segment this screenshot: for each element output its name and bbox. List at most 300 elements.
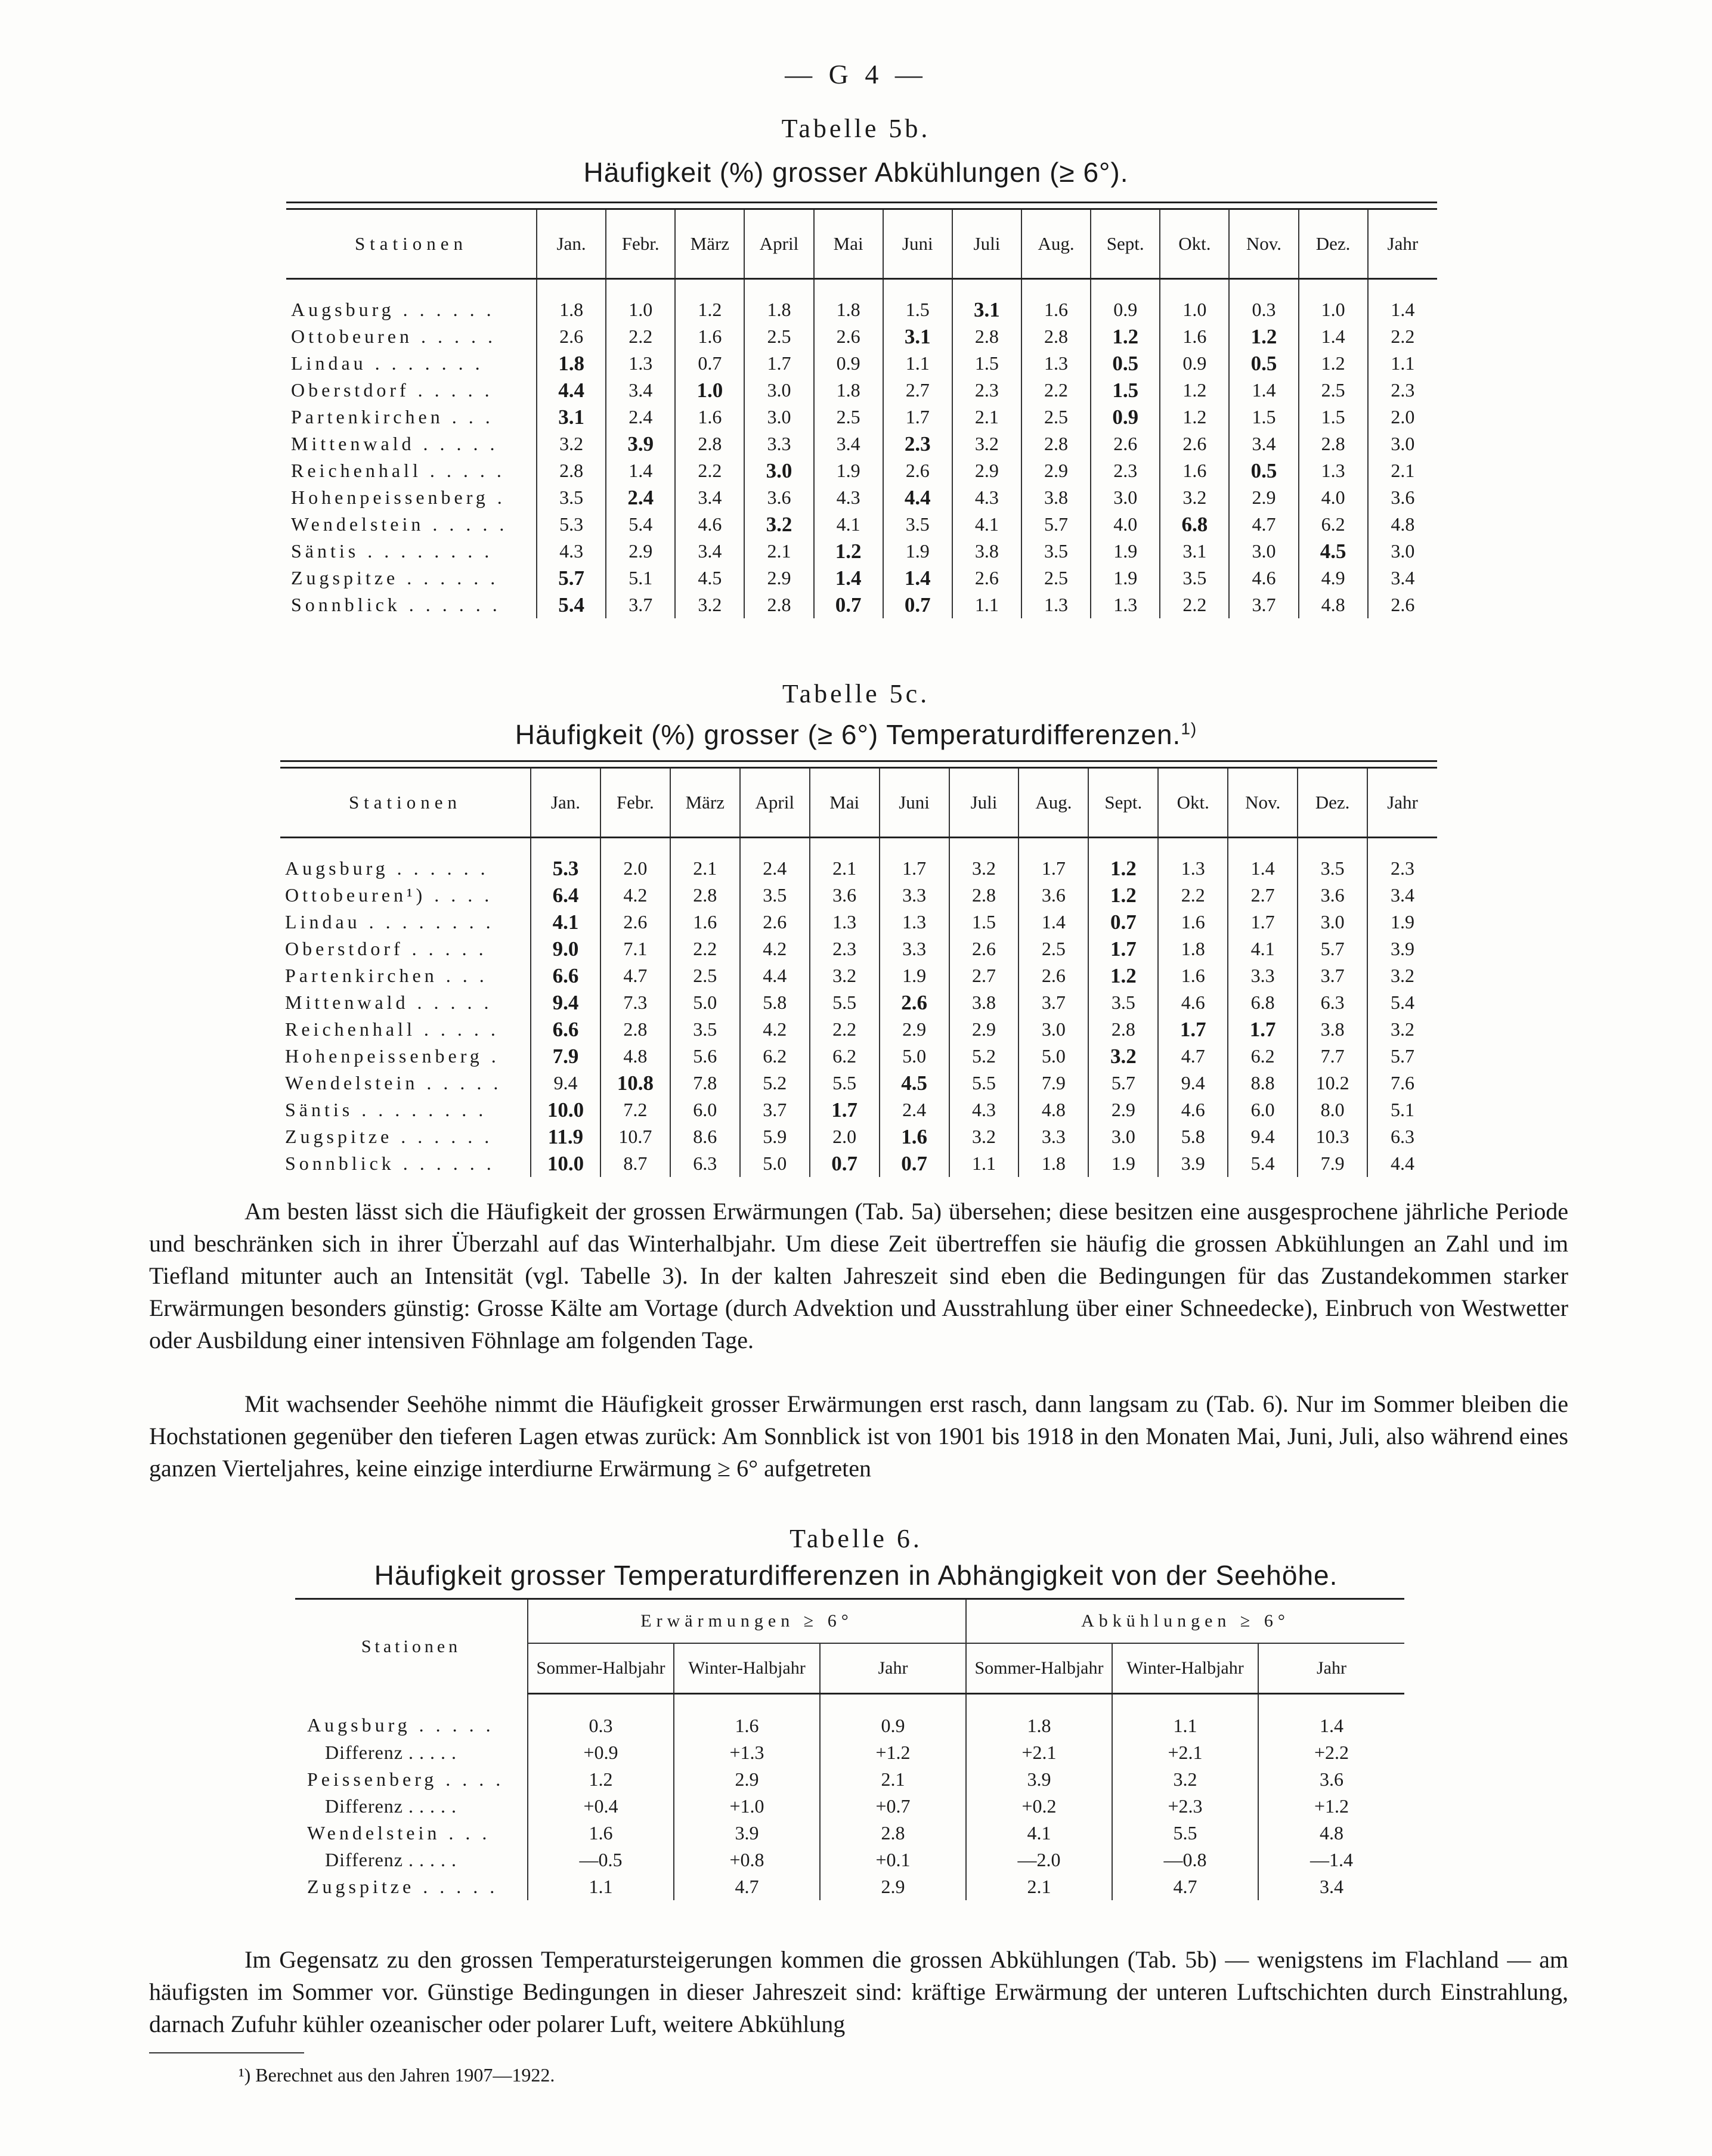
table-5c-title-note: 1) bbox=[1181, 719, 1197, 738]
table-cell: 1.1 bbox=[883, 350, 952, 377]
table-cell: 3.1 bbox=[537, 404, 606, 430]
table-cell: 2.2 bbox=[606, 323, 675, 350]
table-cell: 10.0 bbox=[531, 1150, 600, 1177]
table-cell: 7.8 bbox=[670, 1070, 740, 1096]
table-cell: 3.2 bbox=[675, 591, 744, 618]
table-cell: 3.4 bbox=[675, 538, 744, 565]
table-cell: 4.6 bbox=[675, 511, 744, 538]
table-row bbox=[280, 1150, 1437, 1177]
table-cell: 3.8 bbox=[1298, 1016, 1367, 1043]
table-cell: 4.8 bbox=[1018, 1096, 1088, 1123]
table-cell: 1.2 bbox=[1160, 404, 1229, 430]
table-cell: 3.1 bbox=[883, 323, 952, 350]
table-cell: 1.2 bbox=[1091, 323, 1160, 350]
table-cell: 1.9 bbox=[1367, 909, 1437, 935]
table-cell: —0.8 bbox=[1112, 1847, 1258, 1873]
table-cell: 1.9 bbox=[880, 962, 949, 989]
table-cell: 1.6 bbox=[1160, 457, 1229, 484]
table-cell: 2.9 bbox=[606, 538, 675, 565]
column-header: Mai bbox=[814, 210, 883, 279]
table-row bbox=[280, 1123, 1437, 1150]
table-row bbox=[286, 430, 1437, 457]
table-cell: 2.6 bbox=[814, 323, 883, 350]
table-cell: 3.1 bbox=[952, 279, 1021, 324]
table-cell: 10.3 bbox=[1298, 1123, 1367, 1150]
table-cell: 1.1 bbox=[1368, 350, 1437, 377]
table-cell: 3.3 bbox=[880, 882, 949, 909]
table-cell: 0.9 bbox=[1160, 350, 1229, 377]
table-cell: 5.0 bbox=[1018, 1043, 1088, 1070]
station-name: Lindau . . . . . . . . bbox=[285, 911, 494, 933]
table-cell: 3.2 bbox=[1367, 1016, 1437, 1043]
table-cell: 1.4 bbox=[1258, 1694, 1404, 1740]
table-cell: 2.9 bbox=[952, 457, 1021, 484]
table-cell: 1.9 bbox=[1091, 538, 1160, 565]
table-cell: 2.4 bbox=[606, 484, 675, 511]
table-cell: 5.5 bbox=[1112, 1820, 1258, 1847]
table-cell: +0.1 bbox=[820, 1847, 966, 1873]
table-cell: 4.5 bbox=[1299, 538, 1368, 565]
table-cell: 4.2 bbox=[600, 882, 670, 909]
difference-label: Differenz . . . . . bbox=[325, 1849, 457, 1870]
column-header: Juli bbox=[952, 210, 1021, 279]
table-cell: 2.2 bbox=[675, 457, 744, 484]
table-cell: 1.7 bbox=[883, 404, 952, 430]
station-name: Peissenberg . . . . bbox=[307, 1768, 504, 1790]
station-name: Wendelstein . . . . . bbox=[285, 1072, 502, 1094]
table-cell: 2.2 bbox=[1368, 323, 1437, 350]
table-cell: 1.6 bbox=[528, 1820, 674, 1847]
column-header: Mai bbox=[810, 769, 880, 838]
table-cell: 2.3 bbox=[810, 935, 880, 962]
subcolumn-header: Winter-Halbjahr bbox=[674, 1643, 820, 1694]
table-cell: 3.9 bbox=[674, 1820, 820, 1847]
table-cell: 3.6 bbox=[810, 882, 880, 909]
table-6-group-cooling: Abkühlungen ≥ 6° bbox=[966, 1600, 1404, 1643]
table-cell: 4.3 bbox=[814, 484, 883, 511]
table-row bbox=[286, 404, 1437, 430]
table-cell: 3.5 bbox=[1160, 565, 1229, 591]
table-cell: 3.4 bbox=[1367, 882, 1437, 909]
table-cell: +0.9 bbox=[528, 1739, 674, 1766]
subcolumn-header: Jahr bbox=[1258, 1643, 1404, 1694]
table-cell: 1.6 bbox=[674, 1694, 820, 1740]
table-cell: 0.7 bbox=[810, 1150, 880, 1177]
column-header: Aug. bbox=[1018, 769, 1088, 838]
table-cell: 3.2 bbox=[1367, 962, 1437, 989]
station-name: Ottobeuren¹) . . . . bbox=[285, 884, 493, 906]
table-cell: 5.8 bbox=[740, 989, 810, 1016]
table-cell: 3.3 bbox=[1018, 1123, 1088, 1150]
table-cell: 3.0 bbox=[1368, 538, 1437, 565]
table-cell: 1.1 bbox=[1112, 1694, 1258, 1740]
table-cell: 2.7 bbox=[1228, 882, 1298, 909]
subcolumn-header: Sommer-Halbjahr bbox=[966, 1643, 1112, 1694]
table-cell: 3.6 bbox=[1298, 882, 1367, 909]
table-cell: 3.2 bbox=[537, 430, 606, 457]
table-5b bbox=[286, 202, 1437, 618]
table-cell: 2.4 bbox=[740, 838, 810, 882]
station-name: Zugspitze . . . . . bbox=[307, 1876, 499, 1897]
table-row bbox=[280, 838, 1437, 882]
station-name: Partenkirchen . . . bbox=[285, 965, 488, 986]
table-cell: 2.2 bbox=[810, 1016, 880, 1043]
paragraph-2-text: Mit wachsender Seehöhe nimmt die Häufigkeit grosser Erwärmungen erst rasch, dann langsam zu (Tab. 6). Nur im Sommer bleiben die Hochstationen gegenüber den tieferen Lagen etwas zurück: Am Sonnblick ist von 1901 bis 1918 in den Monaten Mai, Juni, Juli, also während eines ganzen Vierteljahres, keine einzige interdiurne Erwärmung ≥ 6° aufgetreten bbox=[149, 1390, 1568, 1482]
table-cell: 3.0 bbox=[1368, 430, 1437, 457]
table-cell: 6.0 bbox=[670, 1096, 740, 1123]
table-cell: 3.4 bbox=[675, 484, 744, 511]
table-cell: 1.8 bbox=[537, 279, 606, 324]
table-cell: 7.9 bbox=[1298, 1150, 1367, 1177]
table-cell: 0.5 bbox=[1229, 350, 1298, 377]
column-header: Dez. bbox=[1299, 210, 1368, 279]
table-cell: 4.0 bbox=[1091, 511, 1160, 538]
table-cell: 1.9 bbox=[883, 538, 952, 565]
table-cell: 3.3 bbox=[1228, 962, 1298, 989]
table-cell: 2.7 bbox=[883, 377, 952, 404]
paragraph-2 bbox=[149, 1388, 1568, 1485]
table-cell: 5.3 bbox=[537, 511, 606, 538]
table-cell: 6.6 bbox=[531, 1016, 600, 1043]
table-cell: 1.7 bbox=[1228, 909, 1298, 935]
table-cell: 2.6 bbox=[1160, 430, 1229, 457]
table-cell: 1.3 bbox=[810, 909, 880, 935]
table-cell: 5.9 bbox=[740, 1123, 810, 1150]
column-header: Jan. bbox=[531, 769, 600, 838]
table-cell: 2.4 bbox=[606, 404, 675, 430]
table-5c-top-rule bbox=[280, 760, 1437, 769]
table-cell: 1.4 bbox=[1229, 377, 1298, 404]
table-cell: 2.0 bbox=[1368, 404, 1437, 430]
table-cell: 4.3 bbox=[949, 1096, 1019, 1123]
table-cell: 8.8 bbox=[1228, 1070, 1298, 1096]
table-cell: 2.3 bbox=[883, 430, 952, 457]
table-cell: 2.1 bbox=[670, 838, 740, 882]
table-cell: 1.4 bbox=[1228, 838, 1298, 882]
table-cell: 3.3 bbox=[744, 430, 813, 457]
column-header: Aug. bbox=[1021, 210, 1091, 279]
table-cell: 2.8 bbox=[600, 1016, 670, 1043]
table-row bbox=[286, 377, 1437, 404]
table-cell: 4.3 bbox=[952, 484, 1021, 511]
table-cell: 3.7 bbox=[1018, 989, 1088, 1016]
column-header: Nov. bbox=[1228, 769, 1298, 838]
table-row bbox=[280, 1070, 1437, 1096]
table-cell: 3.7 bbox=[1298, 962, 1367, 989]
table-cell: 2.1 bbox=[952, 404, 1021, 430]
station-name: Oberstdorf . . . . . bbox=[285, 938, 487, 959]
table-cell: 4.1 bbox=[814, 511, 883, 538]
column-header: März bbox=[675, 210, 744, 279]
table-cell: 0.7 bbox=[814, 591, 883, 618]
table-5c-caption: Tabelle 5c. bbox=[782, 679, 930, 708]
table-cell: 2.6 bbox=[1018, 962, 1088, 989]
table-cell: +1.2 bbox=[1258, 1793, 1404, 1820]
table-cell: 5.7 bbox=[537, 565, 606, 591]
station-name: Säntis . . . . . . . . bbox=[291, 540, 493, 562]
table-cell: 3.0 bbox=[1018, 1016, 1088, 1043]
table-cell: 4.7 bbox=[1229, 511, 1298, 538]
table-cell: 1.4 bbox=[1299, 323, 1368, 350]
table-cell: 2.1 bbox=[1368, 457, 1437, 484]
table-cell: 5.0 bbox=[740, 1150, 810, 1177]
table-cell: 2.7 bbox=[949, 962, 1019, 989]
table-cell: 4.6 bbox=[1158, 1096, 1228, 1123]
page-number: — G 4 — bbox=[785, 59, 927, 89]
table-cell: 2.6 bbox=[600, 909, 670, 935]
table-cell: 6.0 bbox=[1228, 1096, 1298, 1123]
table-cell: 5.6 bbox=[670, 1043, 740, 1070]
table-cell: 1.6 bbox=[1158, 909, 1228, 935]
table-row bbox=[286, 511, 1437, 538]
station-column-header: Stationen bbox=[280, 769, 531, 838]
station-name: Augsburg . . . . . . bbox=[285, 857, 489, 879]
column-header: Jahr bbox=[1368, 210, 1437, 279]
table-row bbox=[286, 279, 1437, 324]
table-row bbox=[280, 1096, 1437, 1123]
column-header: Dez. bbox=[1298, 769, 1367, 838]
station-name: Ottobeuren . . . . . bbox=[291, 326, 496, 347]
table-cell: 9.4 bbox=[531, 989, 600, 1016]
table-cell: 1.5 bbox=[883, 279, 952, 324]
table-cell: 4.9 bbox=[1299, 565, 1368, 591]
table-cell: 3.7 bbox=[1229, 591, 1298, 618]
table-cell: 5.4 bbox=[537, 591, 606, 618]
table-cell: +1.3 bbox=[674, 1739, 820, 1766]
table-cell: 5.2 bbox=[949, 1043, 1019, 1070]
table-cell: 3.0 bbox=[1229, 538, 1298, 565]
table-cell: 3.2 bbox=[1088, 1043, 1158, 1070]
table-cell: 4.7 bbox=[674, 1873, 820, 1900]
table-cell: 3.0 bbox=[744, 377, 813, 404]
column-header: Nov. bbox=[1229, 210, 1298, 279]
table-cell: 7.2 bbox=[600, 1096, 670, 1123]
table-cell: 1.8 bbox=[744, 279, 813, 324]
table-cell: 3.2 bbox=[1160, 484, 1229, 511]
table-cell: 1.3 bbox=[1158, 838, 1228, 882]
table-cell: 1.7 bbox=[744, 350, 813, 377]
table-cell: 1.2 bbox=[675, 279, 744, 324]
table-cell: 2.2 bbox=[670, 935, 740, 962]
table-cell: 3.8 bbox=[952, 538, 1021, 565]
table-cell: 3.9 bbox=[1367, 935, 1437, 962]
table-row bbox=[280, 1016, 1437, 1043]
table-cell: 4.6 bbox=[1158, 989, 1228, 1016]
table-cell: 0.5 bbox=[1229, 457, 1298, 484]
table-cell: 3.5 bbox=[740, 882, 810, 909]
table-cell: 7.1 bbox=[600, 935, 670, 962]
column-header: Sept. bbox=[1091, 210, 1160, 279]
table-cell: 5.7 bbox=[1298, 935, 1367, 962]
table-cell: 4.4 bbox=[1367, 1150, 1437, 1177]
table-cell: 6.8 bbox=[1160, 511, 1229, 538]
table-cell: 2.5 bbox=[1299, 377, 1368, 404]
table-cell: 8.0 bbox=[1298, 1096, 1367, 1123]
table-row bbox=[295, 1694, 1404, 1740]
station-name: Reichenhall . . . . . bbox=[291, 460, 505, 481]
table-cell: 1.2 bbox=[1088, 962, 1158, 989]
station-name: Sonnblick . . . . . . bbox=[291, 594, 501, 615]
table-cell: 1.3 bbox=[880, 909, 949, 935]
table-cell: 0.7 bbox=[880, 1150, 949, 1177]
table-cell: 7.3 bbox=[600, 989, 670, 1016]
table-cell: 5.1 bbox=[606, 565, 675, 591]
table-cell: 3.8 bbox=[949, 989, 1019, 1016]
table-cell: 4.1 bbox=[966, 1820, 1112, 1847]
table-cell: 4.6 bbox=[1229, 565, 1298, 591]
table-cell: 2.6 bbox=[1091, 430, 1160, 457]
table-row bbox=[280, 935, 1437, 962]
table-5b-grid bbox=[286, 210, 1437, 618]
table-cell: 2.2 bbox=[1021, 377, 1091, 404]
table-cell: 1.6 bbox=[1158, 962, 1228, 989]
column-header: Jahr bbox=[1367, 769, 1437, 838]
table-cell: 6.2 bbox=[810, 1043, 880, 1070]
table-cell: 4.8 bbox=[1368, 511, 1437, 538]
subcolumn-header: Winter-Halbjahr bbox=[1112, 1643, 1258, 1694]
table-5b-caption: Tabelle 5b. bbox=[781, 114, 931, 143]
table-cell: 2.8 bbox=[1088, 1016, 1158, 1043]
table-cell: 1.7 bbox=[1018, 838, 1088, 882]
table-cell: 2.6 bbox=[883, 457, 952, 484]
table-cell: 9.0 bbox=[531, 935, 600, 962]
station-name: Sonnblick . . . . . . bbox=[285, 1153, 495, 1174]
table-cell: 2.1 bbox=[744, 538, 813, 565]
table-cell: 7.9 bbox=[1018, 1070, 1088, 1096]
table-cell: 3.6 bbox=[744, 484, 813, 511]
station-name: Mittenwald . . . . . bbox=[285, 992, 493, 1013]
table-cell: 10.2 bbox=[1298, 1070, 1367, 1096]
table-cell: +0.8 bbox=[674, 1847, 820, 1873]
table-cell: 2.6 bbox=[880, 989, 949, 1016]
table-6-group-warming: Erwärmungen ≥ 6° bbox=[528, 1600, 966, 1643]
table-cell: 4.5 bbox=[675, 565, 744, 591]
station-name: Zugspitze . . . . . . bbox=[285, 1126, 493, 1147]
table-cell: 3.0 bbox=[1088, 1123, 1158, 1150]
column-header: Febr. bbox=[600, 769, 670, 838]
table-cell: 5.4 bbox=[1228, 1150, 1298, 1177]
table-5c bbox=[280, 760, 1437, 1177]
column-header: April bbox=[740, 769, 810, 838]
table-cell: 3.3 bbox=[880, 935, 949, 962]
table-cell: 3.8 bbox=[1021, 484, 1091, 511]
table-cell: 4.4 bbox=[883, 484, 952, 511]
table-cell: 7.7 bbox=[1298, 1043, 1367, 1070]
table-cell: 1.5 bbox=[1299, 404, 1368, 430]
table-cell: +2.2 bbox=[1258, 1739, 1404, 1766]
table-cell: 1.4 bbox=[1018, 909, 1088, 935]
table-cell: 0.9 bbox=[1091, 279, 1160, 324]
table-cell: 1.6 bbox=[675, 404, 744, 430]
footnote-rule bbox=[149, 2052, 304, 2053]
table-cell: 3.4 bbox=[1368, 565, 1437, 591]
table-cell: 2.8 bbox=[1021, 323, 1091, 350]
station-name: Augsburg . . . . . bbox=[307, 1714, 494, 1736]
table-cell: 7.6 bbox=[1367, 1070, 1437, 1096]
table-cell: 3.7 bbox=[740, 1096, 810, 1123]
table-cell: 2.6 bbox=[537, 323, 606, 350]
table-cell: 6.2 bbox=[1299, 511, 1368, 538]
table-cell: 3.9 bbox=[966, 1766, 1112, 1793]
table-cell: 1.6 bbox=[1021, 279, 1091, 324]
table-cell: 2.9 bbox=[820, 1873, 966, 1900]
table-cell: 1.6 bbox=[670, 909, 740, 935]
table-cell: 1.3 bbox=[1091, 591, 1160, 618]
table-cell: 4.7 bbox=[1112, 1873, 1258, 1900]
table-cell: 3.9 bbox=[1158, 1150, 1228, 1177]
table-cell: 3.0 bbox=[1091, 484, 1160, 511]
table-row bbox=[286, 565, 1437, 591]
table-cell: 1.0 bbox=[675, 377, 744, 404]
table-cell: 0.9 bbox=[814, 350, 883, 377]
table-cell: 2.3 bbox=[1368, 377, 1437, 404]
table-cell: 5.4 bbox=[1367, 989, 1437, 1016]
table-cell: 2.5 bbox=[1021, 565, 1091, 591]
table-cell: 2.9 bbox=[949, 1016, 1019, 1043]
table-cell: 2.5 bbox=[1021, 404, 1091, 430]
table-cell: +1.0 bbox=[674, 1793, 820, 1820]
table-cell: 1.2 bbox=[1088, 882, 1158, 909]
table-cell: 0.5 bbox=[1091, 350, 1160, 377]
table-cell: 1.6 bbox=[675, 323, 744, 350]
station-name: Zugspitze . . . . . . bbox=[291, 567, 499, 588]
table-cell: 2.8 bbox=[820, 1820, 966, 1847]
table-cell: 3.2 bbox=[1112, 1766, 1258, 1793]
table-cell: 11.9 bbox=[531, 1123, 600, 1150]
footnote: ¹) Berechnet aus den Jahren 1907—1922. bbox=[239, 2064, 555, 2086]
table-6-caption: Tabelle 6. bbox=[790, 1524, 922, 1553]
table-cell: 4.8 bbox=[1299, 591, 1368, 618]
subcolumn-header: Jahr bbox=[820, 1643, 966, 1694]
table-cell: 1.9 bbox=[1091, 565, 1160, 591]
table-cell: 3.5 bbox=[883, 511, 952, 538]
table-cell: 8.7 bbox=[600, 1150, 670, 1177]
table-cell: +2.1 bbox=[1112, 1739, 1258, 1766]
table-cell: 2.0 bbox=[600, 838, 670, 882]
table-cell: 1.3 bbox=[1299, 457, 1368, 484]
table-cell: 6.2 bbox=[1228, 1043, 1298, 1070]
table-cell: 1.5 bbox=[1229, 404, 1298, 430]
table-cell: 5.4 bbox=[606, 511, 675, 538]
table-cell: 2.6 bbox=[949, 935, 1019, 962]
table-cell: 1.5 bbox=[949, 909, 1019, 935]
table-cell: 5.2 bbox=[740, 1070, 810, 1096]
table-row bbox=[295, 1873, 1404, 1900]
table-cell: 1.2 bbox=[1229, 323, 1298, 350]
column-header: Juni bbox=[883, 210, 952, 279]
table-cell: 3.2 bbox=[810, 962, 880, 989]
column-header: Okt. bbox=[1160, 210, 1229, 279]
table-cell: 2.8 bbox=[949, 882, 1019, 909]
table-row bbox=[286, 591, 1437, 618]
table-cell: 3.4 bbox=[1258, 1873, 1404, 1900]
table-cell: 1.0 bbox=[606, 279, 675, 324]
table-row bbox=[286, 457, 1437, 484]
table-cell: 3.5 bbox=[537, 484, 606, 511]
table-cell: 1.8 bbox=[814, 377, 883, 404]
table-row bbox=[280, 989, 1437, 1016]
table-cell: 6.2 bbox=[740, 1043, 810, 1070]
table-cell: 1.9 bbox=[1088, 1150, 1158, 1177]
table-cell: 1.2 bbox=[528, 1766, 674, 1793]
table-cell: 10.7 bbox=[600, 1123, 670, 1150]
table-cell: 1.4 bbox=[883, 565, 952, 591]
table-cell: 4.8 bbox=[1258, 1820, 1404, 1847]
table-cell: 3.5 bbox=[1298, 838, 1367, 882]
table-cell: 1.3 bbox=[606, 350, 675, 377]
table-cell: 2.2 bbox=[1158, 882, 1228, 909]
table-row bbox=[286, 323, 1437, 350]
